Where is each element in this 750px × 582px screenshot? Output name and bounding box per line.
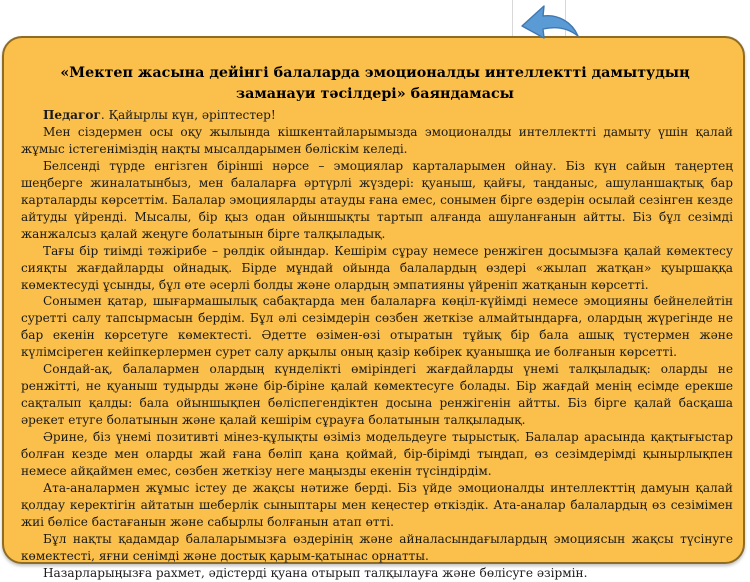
title-line-1: «Мектеп жасына дейінгі балаларда эмоционалды интеллектті дамытудың xyxy=(60,65,690,81)
document-title xyxy=(60,63,690,105)
greeting-text: . Қайырлы күн, әріптестер! xyxy=(100,108,276,122)
paragraph: Сонымен қатар, шығармашылық сабақтарда мен балаларға көңіл-күйімді немесе эмоцияны бейнелейтін суретті салу тапсырмасын бердім. Бұл әлі сезімдерін сөзбен жеткізе алмайтындарға, олардың жүрегінде не бар екенін көрсетуге көмектесті. Әдетте өзімен-өзі отыратын тұйық бір бала ашық түстермен және күлімсіреген кейіпкерлермен сурет салу арқылы оның қазір көбірек қуанышқа ие болғанын көрсетті. xyxy=(21,294,733,360)
paragraph: Назарларыңызға рахмет, әдістерді қуана отырып талқылауға және бөлісуге әзірмін. xyxy=(43,565,588,580)
paragraph: Мен сіздермен осы оқу жылында кішкентайларымызда эмоционалды интеллектті дамыту үшін қалай жұмыс істегеніміздің нақты мысалдарымен бөліскім келеді. xyxy=(21,124,733,156)
paragraph: Бұл нақты қадамдар балаларымызға өздерінің және айналасындағылардың эмоциясын жақсы түсінуге көмектесті, яғни сенімді және достық қарым-қатынас орнатты. xyxy=(21,531,733,563)
paragraph: Сондай-ақ, балалармен олардың күнделікті өміріндегі жағдайларды үнемі талқыладық: оларды не ренжітті, не қуаныш тудырды және бір-біріне қалай көмектесуге болады. Бір жағдай менің есімде ерекше сақталып қалды: бала ойыншықпен бөліспегендіктен досына ренжігенін айтты. Біз бірге қалай басқаша әрекет етуге болатынын және қалай кешірім сұрауға болатынын талқыладық. xyxy=(21,362,733,428)
title-line-2: заманауи тәсілдері» баяндамасы xyxy=(235,86,514,102)
speech-text xyxy=(21,107,733,582)
greeting-paragraph xyxy=(21,107,733,124)
paragraph: Белсенді түрде енгізген бірінші нәрсе – эмоциялар карталарымен ойнау. Біз күн сайын таңертең шеңберге жиналатынбыз, мен балаларға әртүрлі жүздері: қуаныш, қайғы, таңданыс, ашуланшақтық бар карталарды көрсеттім. Балалар эмоцияларды атауды ғана емес, сонымен бірге өздерін осылай сезінген кезде айтуды үйренді. Мысалы, бір қыз одан ойыншықты тартып алғанда ашуланғанын айтты. Біз бұл сезімді жанжалсыз қалай жеңуге болатынын бірге талқыладық. xyxy=(21,158,733,241)
paragraph: Әрине, біз үнемі позитивті мінез-құлықты өзіміз модельдеуге тырыстық. Балалар арасында қақтығыстар болған кезде мен оларды жай ғана бөліп қана қоймай, бір-бірімді тыңдап, өз сезімдерімді қынырлықпен немесе айқаймен емес, сөзбен жеткізу неге маңызды екенін түсіндірдім. xyxy=(21,430,733,479)
paragraph: Ата-аналармен жұмыс істеу де жақсы нәтиже берді. Біз үйде эмоционалды интеллекттің дамуын қалай қолдау керектігін айтатын шеберлік сыныптары мен кеңестер өткіздік. Ата-аналар балалардың өз сезімімен жиі бөлісе бастағанын және сабырлы болғанын атап өтті. xyxy=(21,480,733,529)
back-arrow-icon[interactable] xyxy=(514,2,580,52)
speaker-label: Педагог xyxy=(43,108,101,122)
paragraph: Тағы бір тиімді тәжірибе – рөлдік ойындар. Кешірім сұрау немесе ренжіген досымызға қалай көмектесу сияқты жағдайларды ойнадық. Бірде мұндай ойында балалардың өздері «жылап жатқан» қуыршаққа көмектесуді ұсынды, бұл өте әсерлі болды және олардың эмпатияны үйреніп жатқанын көрсетті. xyxy=(21,243,733,292)
